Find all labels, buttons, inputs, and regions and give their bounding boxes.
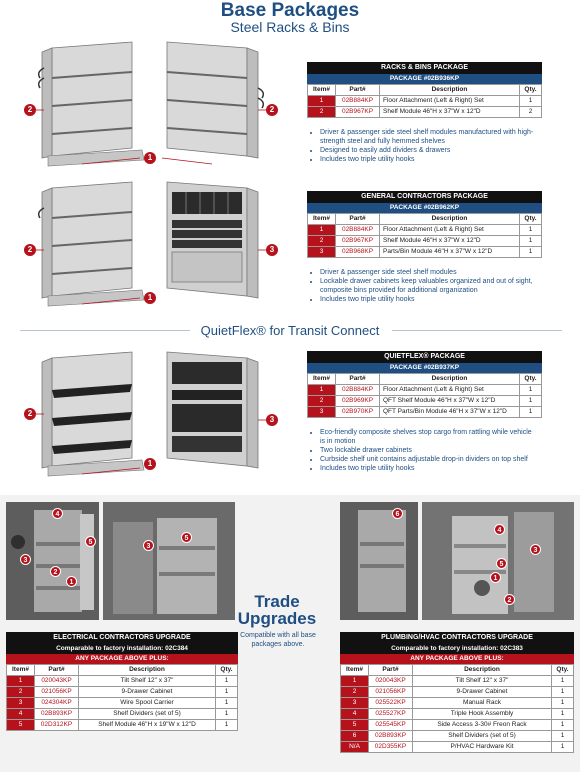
col-qty: Qty. (552, 665, 574, 676)
table-row (341, 709, 574, 720)
feature-item: • Eco-friendly composite shelves stop cargo from rattling while vehicle is in motion (320, 428, 537, 446)
table-row (341, 676, 574, 687)
feature-item: • Driver & passenger side steel shelf modules manufactured with high-strength steel and fully hemmed shelves (320, 128, 537, 146)
quantity: 2 (520, 107, 542, 118)
general-contractors-illustration (22, 178, 282, 308)
item-number: 2 (308, 396, 336, 407)
callout-5: 5 (85, 536, 96, 547)
item-number: 3 (341, 698, 369, 709)
description: Tilt Shelf 12" x 37" (79, 676, 216, 687)
package-name: QUIETFLEX® PACKAGE (307, 351, 542, 363)
table-row (308, 96, 542, 107)
description: 9-Drawer Cabinet (413, 687, 552, 698)
item-number: 3 (7, 698, 35, 709)
callout-5: 5 (181, 532, 192, 543)
quantity: 1 (216, 676, 238, 687)
item-number: 1 (308, 385, 336, 396)
part-number: 024304KP (35, 698, 79, 709)
description: Shelf Module 46"H x 19"W x 12"D (79, 720, 216, 731)
quantity: 1 (520, 247, 542, 258)
description: QFT Shelf Module 46"H x 37"W x 12"D (380, 396, 520, 407)
description: Parts/Bin Module 46"H x 37"W x 12"D (380, 247, 520, 258)
package-number: PACKAGE #02B962KP (307, 203, 542, 213)
part-number: 020043KP (35, 676, 79, 687)
item-number: 1 (308, 96, 336, 107)
feature-item: • Includes two triple utility hooks (320, 295, 537, 304)
table-row (341, 687, 574, 698)
trade-heading-line2: Upgrades (237, 609, 317, 628)
callout-3: 3 (530, 544, 541, 555)
upgrade-table (6, 664, 238, 731)
part-number: 02B884KP (336, 96, 380, 107)
general-contractors-package (307, 191, 542, 258)
item-number: 5 (341, 720, 369, 731)
description: Wire Spool Carrier (79, 698, 216, 709)
callout-3: 3 (143, 540, 154, 551)
part-number: 02B967KP (336, 107, 380, 118)
table-row (341, 742, 574, 753)
feature-item: • Curbside shelf unit contains adjustable drop-in dividers on top shelf (320, 455, 537, 464)
upgrade-plus: ANY PACKAGE ABOVE PLUS: (340, 654, 574, 664)
quietflex-illustration (22, 348, 282, 478)
table-row (308, 236, 542, 247)
quantity: 1 (552, 709, 574, 720)
callout-1: 1 (144, 458, 156, 470)
part-number: 025522KP (369, 698, 413, 709)
col-description: Description (79, 665, 216, 676)
quantity: 1 (552, 687, 574, 698)
callout-2: 2 (24, 408, 36, 420)
package-name: GENERAL CONTRACTORS PACKAGE (307, 191, 542, 203)
racks-bins-illustration (22, 38, 282, 168)
feature-list (312, 268, 537, 304)
callout-1: 1 (144, 292, 156, 304)
col-qty: Qty. (520, 214, 542, 225)
part-number: 020043KP (369, 676, 413, 687)
table-row (341, 698, 574, 709)
quantity: 1 (520, 396, 542, 407)
description: Floor Attachment (Left & Right) Set (380, 96, 520, 107)
upgrade-table (340, 664, 574, 753)
feature-item: • Lockable drawer cabinets keep valuables organized and out of sight, composite bins provided for additional organization (320, 277, 537, 295)
callout-2: 2 (266, 104, 278, 116)
quantity: 1 (520, 236, 542, 247)
part-number: 02B893KP (35, 709, 79, 720)
section-divider (392, 330, 562, 331)
part-number: 025545KP (369, 720, 413, 731)
col-description: Description (380, 85, 520, 96)
package-name: RACKS & BINS PACKAGE (307, 62, 542, 74)
electrical-photo-2 (103, 502, 235, 620)
package-number: PACKAGE #02B937KP (307, 363, 542, 373)
col-part: Part# (369, 665, 413, 676)
part-number: 02D312KP (35, 720, 79, 731)
callout-4: 4 (52, 508, 63, 519)
feature-item: • Driver & passenger side steel shelf modules (320, 268, 537, 277)
package-table (307, 373, 542, 418)
item-number: 3 (308, 407, 336, 418)
quantity: 1 (216, 720, 238, 731)
item-number: 5 (7, 720, 35, 731)
callout-2: 2 (24, 244, 36, 256)
feature-item: • Includes two triple utility hooks (320, 464, 537, 473)
description: Tilt Shelf 12" x 37" (413, 676, 552, 687)
upgrade-name: ELECTRICAL CONTRACTORS UPGRADE (6, 632, 238, 643)
upgrade-comparable: Comparable to factory installation: 02C384 (6, 643, 238, 654)
description: Shelf Dividers (set of 5) (79, 709, 216, 720)
table-row (7, 698, 238, 709)
col-item: Item# (7, 665, 35, 676)
item-number: 2 (308, 107, 336, 118)
table-row (308, 396, 542, 407)
trade-heading-line1: Trade (254, 592, 300, 611)
table-row (7, 687, 238, 698)
col-item: Item# (308, 85, 336, 96)
callout-3: 3 (266, 244, 278, 256)
item-number: 3 (308, 247, 336, 258)
part-number: 02D355KP (369, 742, 413, 753)
electrical-photo-1 (6, 502, 99, 620)
package-table (307, 84, 542, 118)
callout-1: 1 (144, 152, 156, 164)
upgrade-plus: ANY PACKAGE ABOVE PLUS: (6, 654, 238, 664)
callout-4: 4 (494, 524, 505, 535)
feature-item: • Includes two triple utility hooks (320, 155, 537, 164)
col-item: Item# (308, 214, 336, 225)
table-row (7, 709, 238, 720)
quantity: 1 (552, 742, 574, 753)
page-title: Base Packages (220, 0, 360, 21)
table-row (341, 720, 574, 731)
plumbing-photo-2 (422, 502, 574, 620)
part-number: 02B967KP (336, 236, 380, 247)
item-number: 4 (7, 709, 35, 720)
callout-1: 1 (66, 576, 77, 587)
description: Side Access 3-30# Freon Rack (413, 720, 552, 731)
item-number: 4 (341, 709, 369, 720)
plumbing-upgrade (340, 632, 574, 753)
callout-6: 6 (392, 508, 403, 519)
description: Shelf Module 46"H x 37"W x 12"D (380, 107, 520, 118)
callout-2: 2 (50, 566, 61, 577)
quantity: 1 (552, 676, 574, 687)
col-qty: Qty. (216, 665, 238, 676)
quantity: 1 (520, 407, 542, 418)
racks-bins-package (307, 62, 542, 118)
description: Manual Rack (413, 698, 552, 709)
table-row (308, 225, 542, 236)
item-number: 2 (7, 687, 35, 698)
quantity: 1 (520, 96, 542, 107)
part-number: 02B884KP (336, 385, 380, 396)
col-part: Part# (336, 85, 380, 96)
item-number: 1 (341, 676, 369, 687)
quietflex-section-title: QuietFlex® for Transit Connect (200, 323, 380, 338)
feature-item: • Two lockable drawer cabinets (320, 446, 537, 455)
quietflex-package (307, 351, 542, 418)
feature-list (312, 428, 537, 473)
callout-2: 2 (504, 594, 515, 605)
callout-5: 5 (496, 558, 507, 569)
description: P/HVAC Hardware Kit (413, 742, 552, 753)
description: 9-Drawer Cabinet (79, 687, 216, 698)
table-row (308, 247, 542, 258)
item-number: 1 (308, 225, 336, 236)
col-qty: Qty. (520, 374, 542, 385)
col-description: Description (380, 214, 520, 225)
description: Floor Attachment (Left & Right) Set (380, 385, 520, 396)
item-number: N/A (341, 742, 369, 753)
description: Shelf Dividers (set of 5) (413, 731, 552, 742)
quantity: 1 (520, 385, 542, 396)
upgrade-name: PLUMBING/HVAC CONTRACTORS UPGRADE (340, 632, 574, 643)
quantity: 1 (552, 698, 574, 709)
callout-1: 1 (490, 572, 501, 583)
page-subtitle: Steel Racks & Bins (230, 19, 350, 35)
table-row (7, 720, 238, 731)
plumbing-photo-1 (340, 502, 418, 620)
package-number: PACKAGE #02B936KP (307, 74, 542, 84)
callout-3: 3 (20, 554, 31, 565)
feature-list (312, 128, 537, 164)
part-number: 021056KP (369, 687, 413, 698)
description: Shelf Module 46"H x 37"W x 12"D (380, 236, 520, 247)
callout-2: 2 (24, 104, 36, 116)
col-qty: Qty. (520, 85, 542, 96)
item-number: 2 (341, 687, 369, 698)
col-item: Item# (308, 374, 336, 385)
col-part: Part# (336, 214, 380, 225)
table-row (308, 385, 542, 396)
upgrade-comparable: Comparable to factory installation: 02C383 (340, 643, 574, 654)
part-number: 02B970KP (336, 407, 380, 418)
col-description: Description (380, 374, 520, 385)
quantity: 1 (520, 225, 542, 236)
package-table (307, 213, 542, 258)
description: Triple Hook Assembly (413, 709, 552, 720)
feature-item: • Designed to easily add dividers & drawers (320, 146, 537, 155)
description: Floor Attachment (Left & Right) Set (380, 225, 520, 236)
quantity: 1 (216, 687, 238, 698)
col-part: Part# (336, 374, 380, 385)
part-number: 02B968KP (336, 247, 380, 258)
quantity: 1 (552, 720, 574, 731)
table-row (341, 731, 574, 742)
electrical-upgrade (6, 632, 238, 731)
table-row (308, 107, 542, 118)
col-part: Part# (35, 665, 79, 676)
quantity: 1 (216, 709, 238, 720)
callout-3: 3 (266, 414, 278, 426)
part-number: 02B969KP (336, 396, 380, 407)
description: QFT Parts/Bin Module 46"H x 37"W x 12"D (380, 407, 520, 418)
item-number: 1 (7, 676, 35, 687)
compatibility-note: Compatible with all base packages above. (240, 632, 316, 648)
col-description: Description (413, 665, 552, 676)
part-number: 02B893KP (369, 731, 413, 742)
quantity: 1 (216, 698, 238, 709)
part-number: 021056KP (35, 687, 79, 698)
quantity: 1 (552, 731, 574, 742)
item-number: 2 (308, 236, 336, 247)
table-row (308, 407, 542, 418)
part-number: 025527KP (369, 709, 413, 720)
table-row (7, 676, 238, 687)
col-item: Item# (341, 665, 369, 676)
item-number: 6 (341, 731, 369, 742)
part-number: 02B884KP (336, 225, 380, 236)
